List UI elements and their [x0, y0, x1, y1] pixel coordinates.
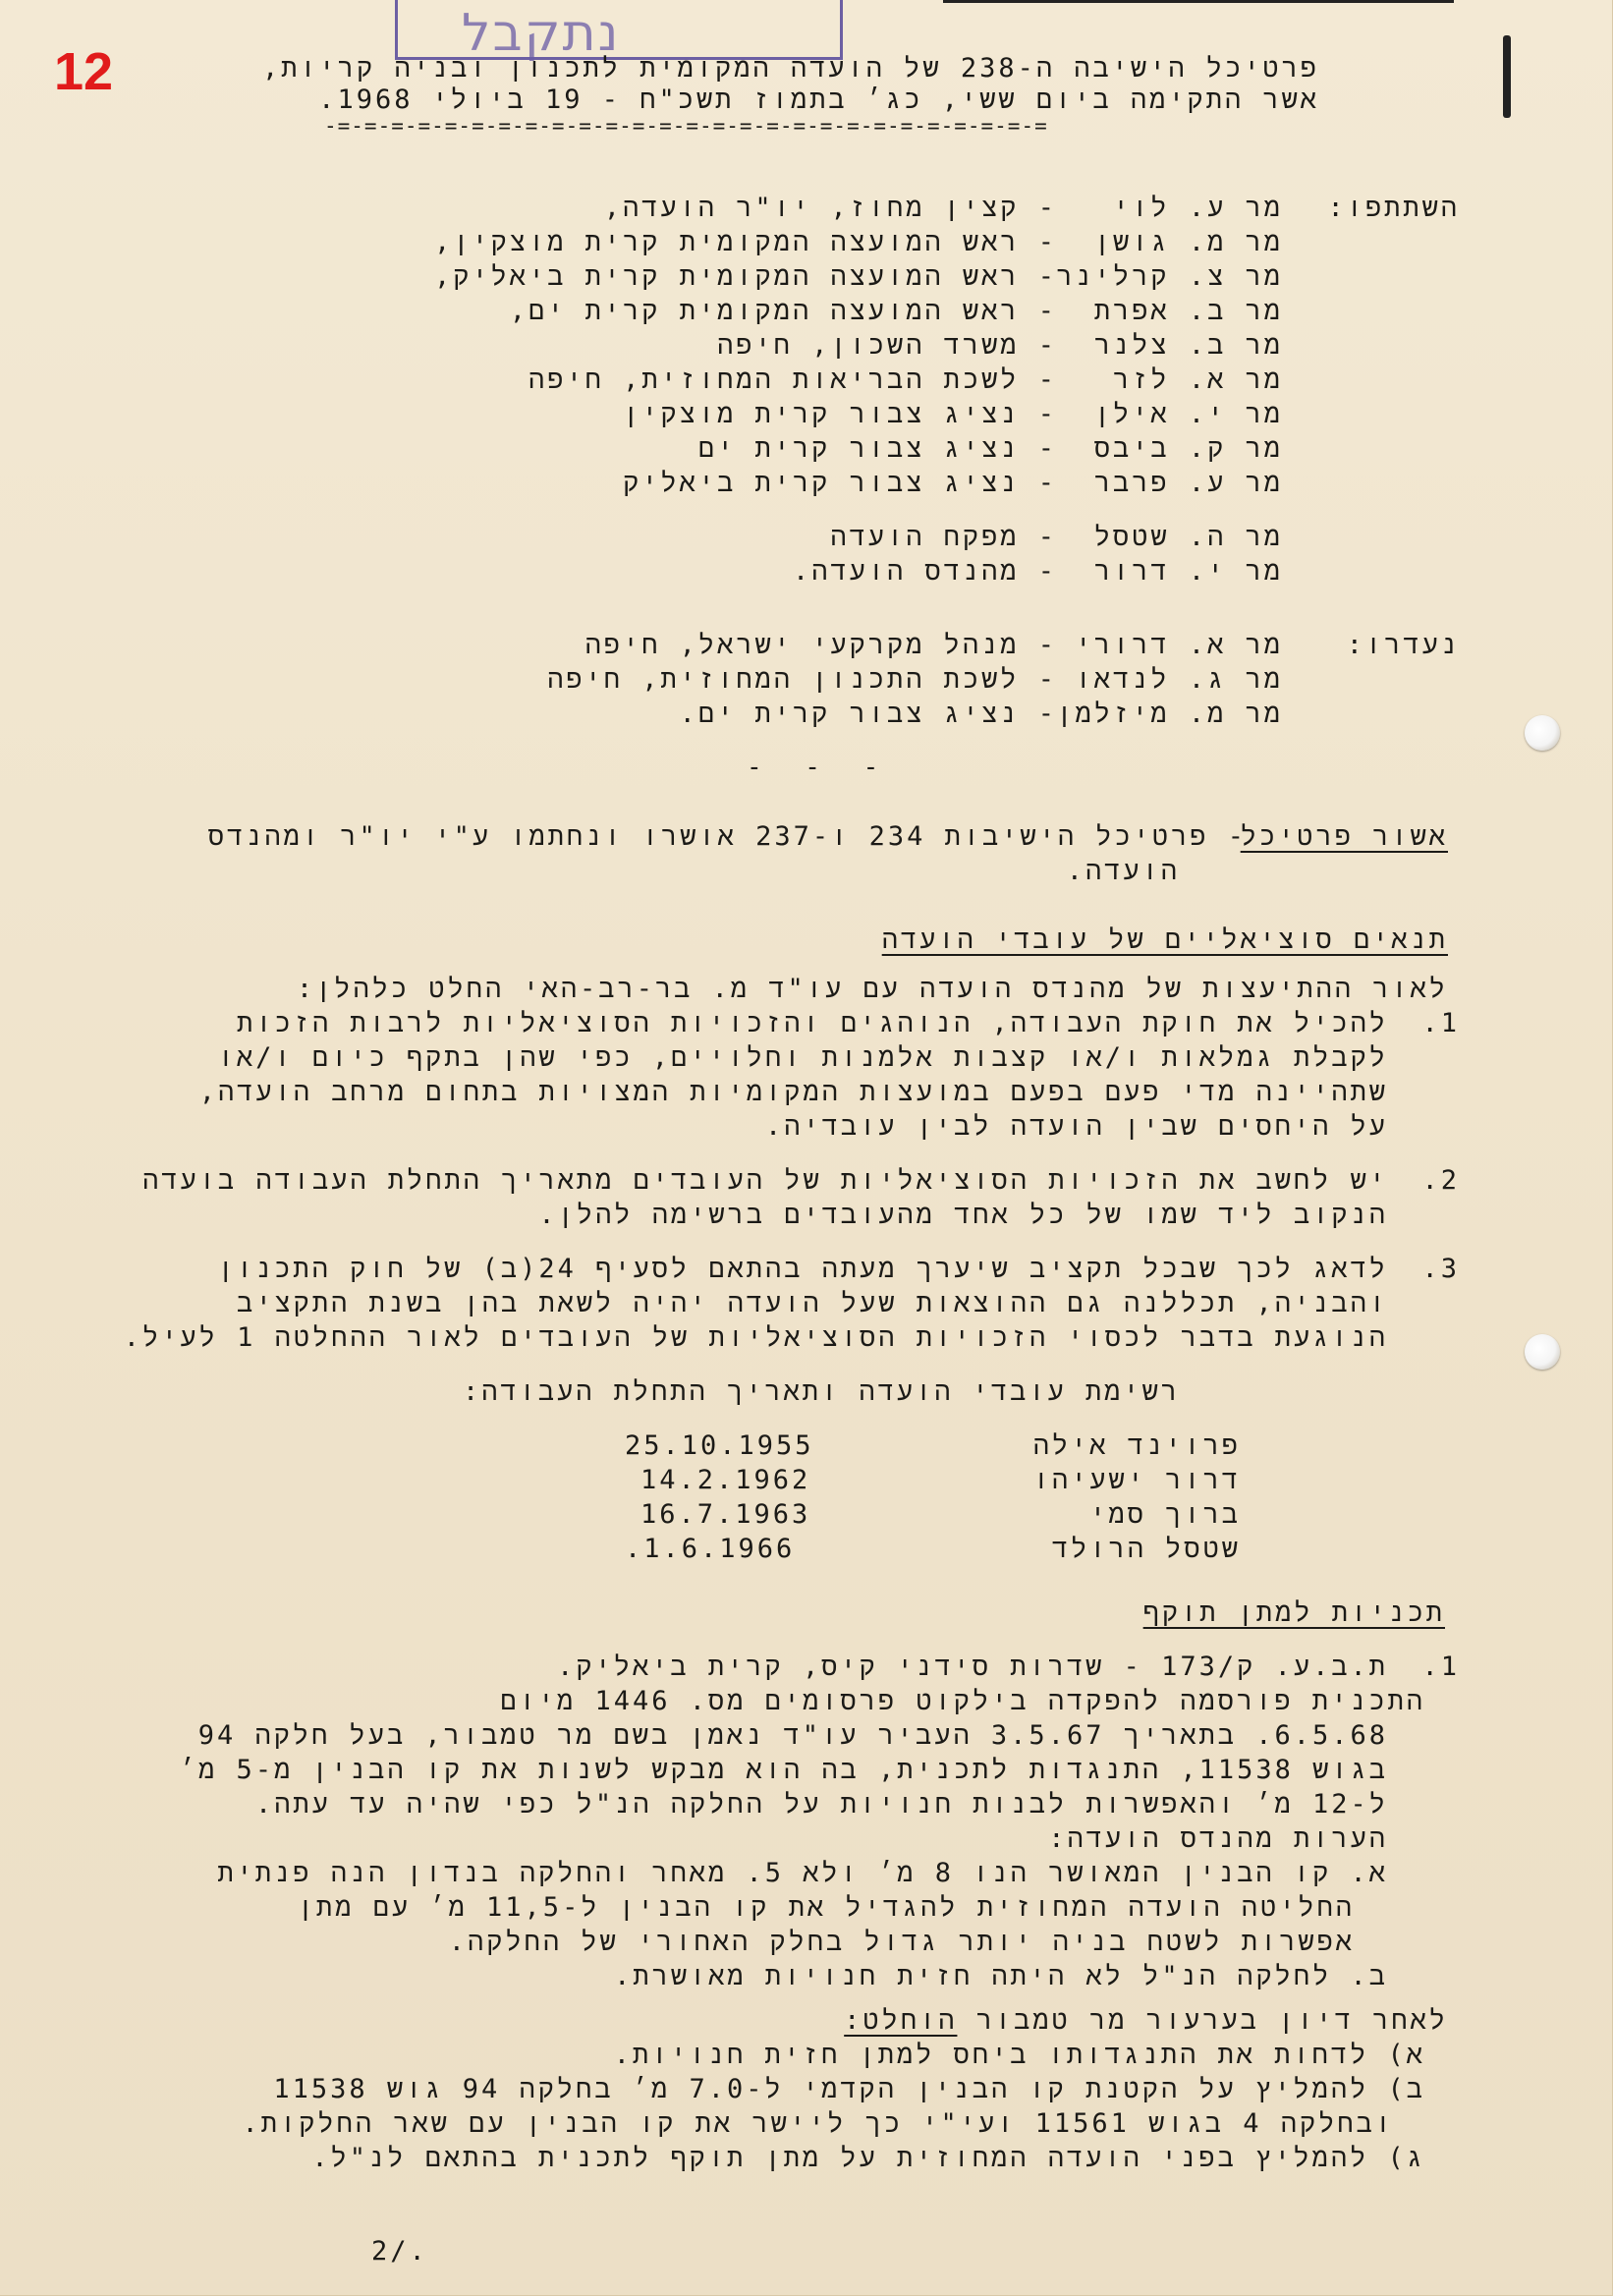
participant-role: - נציג צבור קרית ביאליק	[623, 468, 1057, 498]
decision-line: א) לדחות את התנגדותו ביחס למתן חזית חנויות.	[613, 2040, 1425, 2070]
plan-engineer-notes-label: הערות מהנדס הועדה:	[1048, 1823, 1388, 1854]
decision-intro-text: לאחר דיון בערעור מר טמבור	[975, 2005, 1448, 2036]
header-line-1: פרטיכל הישיבה ה-238 של הועדה המקומית לתכנון ובניה קריות,	[261, 53, 1319, 84]
absent-name: מר א. דרורי	[1075, 630, 1283, 660]
absent-name: מר ג. לנדאו	[1075, 664, 1283, 695]
employee-start-date: 14.2.1962	[640, 1465, 811, 1495]
punch-hole	[1525, 715, 1560, 751]
participant-name: מר ע. פרבר	[1093, 468, 1283, 498]
received-stamp-text: נתקבל	[462, 4, 621, 63]
participant-role: - ראש המועצה המקומית קרית ביאליק,	[433, 261, 1057, 292]
employee-start-date: 25.10.1955	[625, 1430, 814, 1461]
plan-item-title: ת.ב.ע. ק/173 - שדרות סידני קיס, קרית ביאליק.	[557, 1652, 1388, 1682]
participant-name: מר א. לזר	[1113, 364, 1283, 395]
header-rule: -=-=-=-=-=-=-=-=-=-=-=-=-=-=-=-=-=-=-=-=-=-=-=-=-=-=-=	[324, 114, 1048, 138]
plan-note-a: החליטה הועדה המחוזית להגדיל את קו הבנין ל-11,5 מ׳ עם מתן	[297, 1892, 1355, 1923]
decision-word: הוחלט:	[844, 2005, 958, 2036]
header-line-2: אשר התקימה ביום ששי, כג׳ בתמוז תשכ"ח - 19 ביולי 1968.	[318, 84, 1319, 115]
participant-role: - נציג צבור קרית מוצקין	[623, 399, 1057, 429]
employee-start-date: .1.6.1966	[625, 1534, 796, 1564]
plan-note-a: א. קו הבנין המאושר הנו 8 מ׳ ולא 5. מאחר והחלקה בנדון הנה פנתית	[217, 1858, 1388, 1888]
participant-role: - נציג צבור קרית ים	[697, 433, 1057, 464]
top-rule	[943, 0, 1454, 3]
absent-role: - לשכת התכנון המחוזית, חיפה	[547, 664, 1057, 695]
participant-role: - קצין מחוז, יו"ר הועדה,	[603, 193, 1057, 223]
participant-name: מר ב. צלנר	[1093, 330, 1283, 361]
participant-name: מר ע. לוי	[1113, 193, 1283, 223]
employee-start-date: 16.7.1963	[640, 1499, 811, 1530]
participant-name: מר י. אילן	[1093, 399, 1283, 429]
employee-name: שטסל הרולד	[1051, 1534, 1241, 1564]
social-heading: תנאים סוציאליים של עובדי הועדה	[881, 924, 1448, 955]
decision-intro	[844, 2007, 1448, 2034]
decision-line: ובחלקה 4 בגוש 11561 ועי"י כך ליישר את קו הבנין עם שאר החלקות.	[242, 2108, 1394, 2139]
item-line: לקבלת גמלאות ו/או קצבות אלמנות וחלויים, כפי שהן בתקף כיום ו/או	[217, 1042, 1388, 1073]
participant-role: - לשכת הבריאות המחוזית, חיפה	[528, 364, 1057, 395]
item-number: 3.	[1421, 1254, 1460, 1284]
staff-role: - מהנדס הועדה.	[792, 556, 1057, 587]
plan-item-number: 1.	[1421, 1652, 1460, 1682]
item-line: להכיל את חוקת העבודה, הנוהגים והזכויות הסוציאליות לרבות הזכות	[237, 1008, 1388, 1038]
approval-heading: אשור פרטיכל	[1240, 821, 1448, 852]
item-line: שתהיינה מדי פעם בפעם במועצות המקומיות המצויות בתחום מרחב הועדה,	[198, 1077, 1388, 1107]
absent-role: - מנהל מקרקעי ישראל, חיפה	[584, 630, 1057, 660]
punch-hole	[1525, 1334, 1560, 1370]
item-number: 1.	[1421, 1008, 1460, 1038]
participant-role: - ראש המועצה המקומית קרית ים,	[509, 296, 1057, 326]
page-footer: 2/.	[371, 2236, 428, 2267]
page-number: 12	[54, 42, 114, 101]
approval-line-2: הועדה.	[1066, 856, 1180, 886]
plan-note-a: אפשרות לשטח בניה יותר גדול בחלק האחורי של החלקה.	[448, 1927, 1355, 1957]
plan-body-line: התכנית פורסמה להפקדה בילקוט פרסומים מס. 1446 מיום	[500, 1686, 1425, 1716]
participant-name: מר ק. ביבס	[1093, 433, 1283, 464]
absent-name: מר מ. מיזלמן	[1056, 699, 1283, 729]
section-separator: - - -	[747, 753, 893, 782]
employee-name: ברוך סמי	[1089, 1499, 1241, 1530]
item-line: והבניה, תכללנה גם ההוצאות שעל הועדה יהיה לשאת בהן בשנת התקציב	[237, 1288, 1388, 1318]
participant-name: מר צ. קרלינר	[1056, 261, 1283, 292]
item-line: על היחסים שבין הועדה לבין עובדיה.	[764, 1111, 1388, 1142]
decision-line: ג) להמליץ בפני הועדה המחוזית על מתן תוקף לתכנית בהתאם לנ"ל.	[311, 2143, 1425, 2173]
margin-mark	[1503, 35, 1511, 118]
participant-role: - משרד השכון, חיפה	[717, 330, 1057, 361]
employee-name: דרור ישעיהו	[1032, 1465, 1241, 1495]
plan-note-b: ב. לחלקה הנ"ל לא היתה חזית חנויות מאושרת.	[614, 1961, 1388, 1991]
item-line: הנוגעת בדבר לכסוי הזכויות הסוציאליות של העובדים לאור ההחלטה 1 לעיל.	[123, 1322, 1388, 1353]
staff-role: - מפקח הועדה	[830, 522, 1057, 552]
item-line: הנקוב ליד שמו של כל אחד מהעובדים ברשימה להלן.	[538, 1200, 1388, 1230]
plan-body-line: ל-12 מ׳ והאפשרות לבנות חנויות על החלקה הנ"ל כפי שהיה עד עתה.	[254, 1789, 1388, 1820]
item-line: יש לחשב את הזכויות הסוציאליות של העובדים מתאריך התחלת העבודה בועדה	[142, 1165, 1388, 1196]
plans-heading: תכניות למתן תוקף	[1142, 1597, 1445, 1628]
absent-role: - נציג צבור קרית ים.	[679, 699, 1057, 729]
participant-name: מר מ. גושן	[1093, 227, 1283, 257]
staff-name: מר י. דרור	[1093, 556, 1283, 587]
decision-line: ב) להמליץ על הקטנת קו הבנין הקדמי ל-7.0 מ׳ בחלקה 94 גוש 11538	[273, 2074, 1425, 2104]
item-line: לדאג לכך שבכל תקציב שיערך מעתה בהתאם לסעיף 24(ב) של חוק התכנון	[217, 1254, 1388, 1284]
participant-role: - ראש המועצה המקומית קרית מוצקין,	[433, 227, 1057, 257]
social-intro: לאור ההתיעצות של מהנדס הועדה עם עו"ד מ. בר-רב-האי החלט כלהלן:	[296, 974, 1448, 1004]
participants-label: השתתפו:	[1327, 193, 1460, 223]
absent-label: נעדרו:	[1346, 630, 1460, 660]
plan-body-line: בגוש 11538, התנגדות לתכנית, בה הוא מבקש לשנות את קו הבנין מ-5 מ׳	[179, 1755, 1388, 1785]
approval-line-1: - פרטיכל הישיבות 234 ו-237 אושרו ונחתמו ע"י יו"ר ומהנדס	[207, 821, 1247, 852]
staff-name: מר ה. שטסל	[1093, 522, 1283, 552]
plan-body-line: 6.5.68. בתאריך 3.5.67 העביר עו"ד נאמן בשם מר טמבור, בעל חלקה 94	[197, 1720, 1388, 1751]
item-number: 2.	[1421, 1165, 1460, 1196]
employee-name: פרוינד אילה	[1032, 1430, 1241, 1461]
participant-name: מר ב. אפרת	[1093, 296, 1283, 326]
employees-list-title: רשימת עובדי הועדה ותאריך התחלת העבודה:	[462, 1376, 1180, 1407]
